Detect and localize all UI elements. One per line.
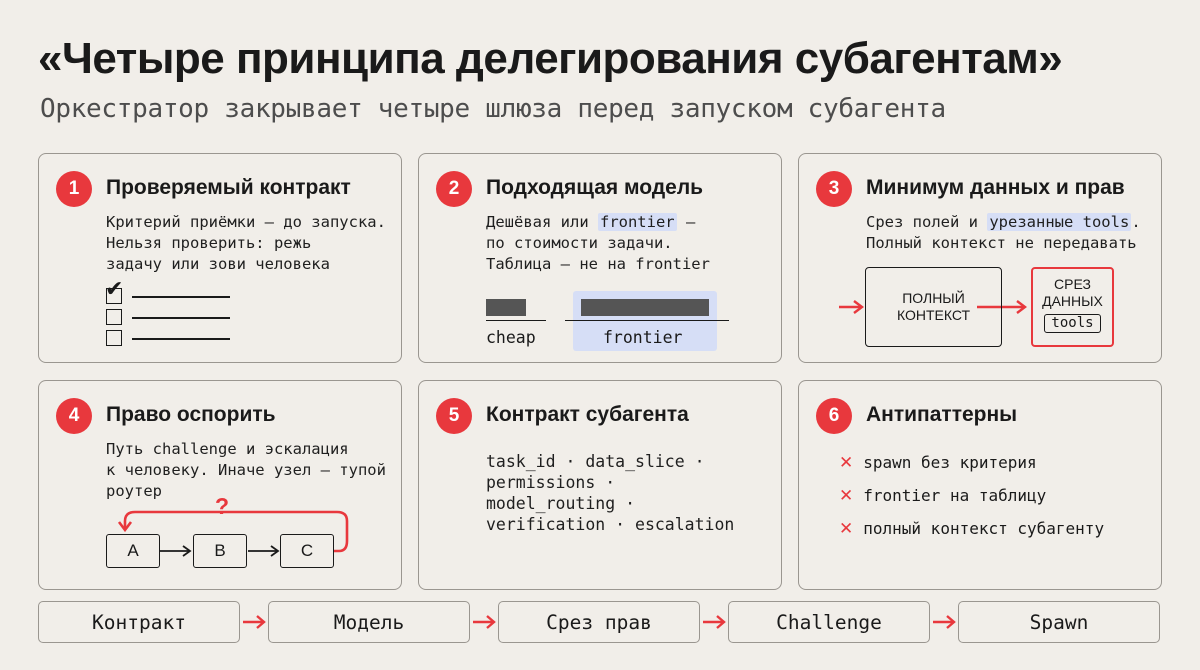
antipattern-text: полный контекст субагенту	[863, 519, 1105, 538]
box-label: СРЕЗ	[1054, 276, 1091, 292]
card-title: Минимум данных и прав	[866, 176, 1125, 199]
pipeline-step-model: Модель	[268, 601, 470, 643]
page-title: «Четыре принципа делегирования субагентам»	[38, 34, 1063, 83]
highlight-term: урезанные tools	[989, 213, 1130, 231]
card-body-line: к человеку. Иначе узел — тупой	[106, 461, 386, 479]
cross-icon: ✕	[839, 486, 854, 506]
pipeline-step-contract: Контракт	[38, 601, 240, 643]
highlight-term: frontier	[599, 213, 675, 231]
card-body-line: Критерий приёмки — до запуска.	[106, 213, 386, 231]
cross-icon: ✕	[839, 453, 854, 473]
card-body-line: роутер	[106, 482, 162, 500]
card-number-badge: 5	[436, 398, 472, 434]
box-label: КОНТЕКСТ	[896, 307, 971, 323]
card-body-line: Таблица — не на frontier	[486, 255, 710, 273]
card-title: Антипаттерны	[866, 403, 1018, 426]
node-c: C	[280, 534, 334, 568]
question-mark-icon: ?	[215, 493, 230, 519]
text-fragment: Срез полей и	[866, 213, 988, 231]
frontier-label: frontier	[603, 328, 683, 347]
pipeline-step-spawn: Spawn	[958, 601, 1160, 643]
box-label: ДАННЫХ	[1042, 293, 1103, 309]
card-body-line: по стоимости задачи.	[486, 234, 673, 252]
contract-field-line: permissions ·	[486, 473, 616, 492]
cross-icon: ✕	[839, 519, 854, 539]
antipattern-text: frontier на таблицу	[863, 486, 1047, 505]
text-fragment: —	[676, 213, 696, 231]
card-number-badge: 1	[56, 171, 92, 207]
checkmark-icon: ✔	[105, 277, 124, 302]
text-fragment: Дешёвая или	[486, 213, 598, 231]
cheap-label: cheap	[486, 328, 536, 347]
pipeline-step-rights: Срез прав	[498, 601, 700, 643]
node-a: A	[106, 534, 160, 568]
contract-field-line: verification · escalation	[486, 515, 735, 534]
card-body-line: задачу или зови человека	[106, 255, 330, 273]
contract-field-line: model_routing ·	[486, 494, 636, 513]
card-body-line: Полный контекст не передавать	[866, 234, 1137, 252]
card-title: Право оспорить	[106, 403, 276, 426]
card-title: Подходящая модель	[486, 176, 704, 199]
card-title: Проверяемый контракт	[106, 176, 351, 199]
card-body-line: Нельзя проверить: режь	[106, 234, 312, 252]
card-number-badge: 2	[436, 171, 472, 207]
card-body-line: Путь challenge и эскалация	[106, 440, 349, 458]
node-b: B	[193, 534, 247, 568]
antipattern-text: spawn без критерия	[863, 453, 1037, 472]
card-title: Контракт субагента	[486, 403, 689, 426]
contract-field-line: task_id · data_slice ·	[486, 452, 705, 471]
tools-tag: tools	[1044, 314, 1100, 333]
pipeline-step-challenge: Challenge	[728, 601, 930, 643]
page-subtitle: Оркестратор закрывает четыре шлюза перед запуском субагента	[40, 94, 946, 124]
box-label: ПОЛНЫЙ	[902, 290, 965, 306]
card-number-badge: 6	[816, 398, 852, 434]
card-number-badge: 4	[56, 398, 92, 434]
card-number-badge: 3	[816, 171, 852, 207]
text-fragment: .	[1131, 213, 1141, 231]
